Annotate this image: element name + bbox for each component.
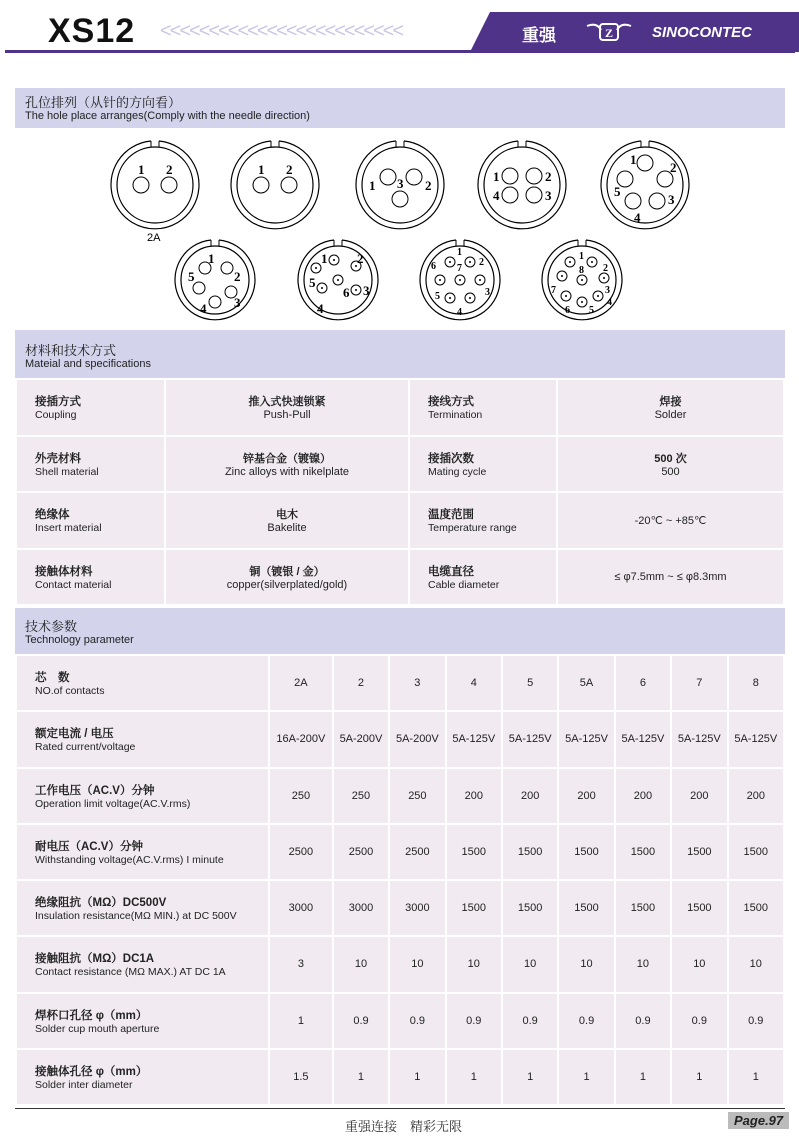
param-value: 1500 [502,880,558,936]
section-tech-header [15,608,785,654]
param-value: 3000 [333,880,389,936]
param-value: 1 [558,1049,614,1105]
pin-hole [209,296,221,308]
spec-value: ≤ φ7.5mm ~ ≤ φ8.3mm [557,549,784,606]
spec-label: 绝缘体 Insert material [16,492,165,549]
param-value: 10 [502,936,558,992]
param-value: 1500 [502,824,558,880]
pin-number: 6 [565,305,570,316]
param-value: 1500 [728,880,784,936]
spec-row [16,549,784,606]
header-rule [5,50,795,53]
pin-dot [315,267,317,269]
param-row [16,655,784,711]
pin-dot [581,279,583,281]
logo-icon [585,20,633,44]
pin-number: 2 [357,251,364,266]
pin-hole [526,168,542,184]
spec-row [16,436,784,493]
pin-number: 7 [551,285,556,296]
pin-hole [380,169,396,185]
param-value: 200 [671,768,727,824]
param-value: 5A-125V [728,711,784,767]
param-value: 10 [615,936,671,992]
param-value: 6 [615,655,671,711]
connector-diagram [231,141,319,229]
footer-rule [15,1108,785,1109]
pin-number: 2 [670,160,677,175]
param-label: 焊杯口孔径 φ（mm） Solder cup mouth aperture [16,993,269,1049]
spec-label: 接线方式 Termination [409,379,557,436]
param-value: 5A-200V [333,711,389,767]
param-label: 绝缘阻抗（MΩ）DC500V Insulation resistance(MΩ MIN.) at DC 500V [16,880,269,936]
connector-diagram [542,240,622,320]
param-label: 工作电压（AC.V）分钟 Operation limit voltage(AC.V.rms) [16,768,269,824]
param-value: 8 [728,655,784,711]
pin-number: 4 [200,301,207,316]
pin-number: 5 [435,291,440,302]
section-title-cn: 材料和技术方式 [25,343,117,358]
pin-dot [591,261,593,263]
param-row [16,824,784,880]
param-value: 0.9 [389,993,445,1049]
param-label: 芯 数 NO.of contacts [16,655,269,711]
spec-label: 接触体材料 Contact material [16,549,165,606]
pin-number: 1 [258,162,265,177]
connector-diagram [175,240,255,320]
pin-number: 2 [286,162,293,177]
pin-dot [565,295,567,297]
pin-dot [321,287,323,289]
param-value: 2500 [389,824,445,880]
pin-hole [253,177,269,193]
pin-hole [526,187,542,203]
param-value: 5A-125V [446,711,502,767]
pin-number: 2 [545,169,552,184]
pin-hole [649,193,665,209]
pin-number: 3 [485,287,490,298]
pin-number: 5 [614,184,621,199]
param-value: 3000 [269,880,333,936]
brand-name: SINOCONTEC [652,24,753,41]
pin-number: 5 [188,269,195,284]
pin-number: 3 [397,176,404,191]
spec-value: -20℃ ~ +85℃ [557,492,784,549]
pin-number: 7 [457,263,462,274]
pin-number: 1 [138,162,145,177]
pin-number: 4 [317,301,324,316]
connector-diagram [420,240,500,320]
param-value: 0.9 [558,993,614,1049]
param-value: 1500 [671,880,727,936]
pin-number: 2 [603,263,608,274]
pin-hole [502,168,518,184]
param-value: 5A-125V [558,711,614,767]
param-row [16,880,784,936]
param-row [16,1049,784,1105]
pin-number: 5 [309,275,316,290]
pin-hole [221,262,233,274]
pin-hole [625,193,641,209]
pin-hole [161,177,177,193]
pin-dot [333,259,335,261]
param-value: 10 [333,936,389,992]
diagram-caption: 2A [147,232,161,244]
param-value: 1500 [615,880,671,936]
page-number: Page.97 [728,1112,789,1129]
pin-number: 4 [634,210,641,225]
param-value: 5A-125V [615,711,671,767]
param-value: 1 [446,1049,502,1105]
param-value: 200 [728,768,784,824]
param-table [15,654,785,1106]
param-value: 10 [728,936,784,992]
connector-diagram [111,141,199,244]
section-title-cn: 孔位排列（从针的方向看） [25,95,182,110]
spec-label: 接插方式 Coupling [16,379,165,436]
param-value: 1 [269,993,333,1049]
param-row [16,936,784,992]
param-value: 1 [502,1049,558,1105]
pin-number: 3 [668,192,675,207]
connector-diagram [601,141,689,229]
param-value: 2500 [269,824,333,880]
pin-number: 6 [343,285,350,300]
param-value: 1500 [728,824,784,880]
pin-number: 4 [457,307,462,318]
param-value: 2A [269,655,333,711]
param-value: 1 [333,1049,389,1105]
param-value: 1 [389,1049,445,1105]
param-value: 5A-125V [671,711,727,767]
param-value: 200 [446,768,502,824]
param-value: 1500 [671,824,727,880]
pin-hole [193,282,205,294]
pin-number: 3 [363,283,370,298]
section-title-en: Technology parameter [25,634,134,646]
param-value: 5A-125V [502,711,558,767]
connector-diagram [478,141,566,229]
param-row [16,711,784,767]
section-hole-header [15,88,785,128]
connector-diagram [356,141,444,229]
section-title-en: The hole place arranges(Comply with the needle direction) [25,110,310,122]
model-title: XS12 [48,12,136,50]
param-value: 1500 [558,880,614,936]
pin-dot [469,261,471,263]
param-value: 4 [446,655,502,711]
param-label: 耐电压（AC.V）分钟 Withstanding voltage(AC.V.rms) I minute [16,824,269,880]
chevron-decoration: <<<<<<<<<<<<<<<<<<<<<<<<< [160,20,402,42]
pin-number: 8 [579,265,584,276]
section-title-en: Mateial and specifications [25,358,151,370]
param-value: 2500 [333,824,389,880]
pin-number: 5 [589,305,594,316]
pin-number: 1 [457,247,462,258]
param-value: 250 [333,768,389,824]
param-value: 1.5 [269,1049,333,1105]
param-value: 2 [333,655,389,711]
pin-dot [449,297,451,299]
pin-dot [561,275,563,277]
param-value: 7 [671,655,727,711]
footer-slogan: 重强连接 精彩无限 [345,1119,463,1134]
pin-hole [281,177,297,193]
pin-dot [459,279,461,281]
pin-dot [581,301,583,303]
param-value: 0.9 [446,993,502,1049]
pin-number: 3 [605,285,610,296]
param-label: 额定电流 / 电压 Rated current/voltage [16,711,269,767]
pin-number: 1 [208,251,215,266]
spec-value: 电木 Bakelite [165,492,409,549]
param-value: 5 [502,655,558,711]
pin-hole [637,155,653,171]
param-value: 1 [615,1049,671,1105]
pin-hole [502,187,518,203]
param-value: 1500 [558,824,614,880]
spec-row [16,379,784,436]
param-value: 0.9 [728,993,784,1049]
spec-label: 电缆直径 Cable diameter [409,549,557,606]
param-value: 0.9 [502,993,558,1049]
pin-number: 2 [234,269,241,284]
param-value: 3 [389,655,445,711]
spec-value: 锌基合金（镀镍） Zinc alloys with nikelplate [165,436,409,493]
param-value: 3000 [389,880,445,936]
section-title-cn: 技术参数 [25,619,78,634]
param-value: 5A-200V [389,711,445,767]
pin-number: 3 [545,188,552,203]
pin-number: 1 [321,251,328,266]
pin-number: 2 [166,162,173,177]
param-value: 200 [502,768,558,824]
pin-number: 1 [630,152,637,167]
param-value: 1500 [446,824,502,880]
pin-number: 1 [369,178,376,193]
pin-hole [392,191,408,207]
param-value: 200 [558,768,614,824]
spec-value: 推入式快速锁紧 Push-Pull [165,379,409,436]
spec-value: 500 次 500 [557,436,784,493]
spec-label: 外壳材料 Shell material [16,436,165,493]
spec-label: 温度范围 Temperature range [409,492,557,549]
pin-dot [469,297,471,299]
spec-value: 铜（镀银 / 金） copper(silverplated/gold) [165,549,409,606]
pin-number: 1 [579,251,584,262]
pin-number: 2 [479,257,484,268]
pin-hole [406,169,422,185]
param-value: 5A [558,655,614,711]
param-value: 10 [446,936,502,992]
pin-dot [569,261,571,263]
param-value: 1 [671,1049,727,1105]
pin-number: 4 [607,297,612,308]
pin-hole [133,177,149,193]
pin-dot [603,277,605,279]
connector-diagram [298,240,378,320]
param-value: 0.9 [615,993,671,1049]
param-value: 0.9 [333,993,389,1049]
param-value: 10 [558,936,614,992]
spec-table [15,378,785,606]
hole-diagrams [0,130,799,330]
brand-cn: 重强 [522,26,556,45]
param-value: 200 [615,768,671,824]
param-value: 1 [728,1049,784,1105]
pin-number: 1 [493,169,500,184]
pin-number: 3 [234,295,241,310]
pin-dot [439,279,441,281]
section-material-header [15,330,785,378]
param-value: 0.9 [671,993,727,1049]
param-label: 接触体孔径 φ（mm） Solder inter diameter [16,1049,269,1105]
param-label: 接触阻抗（MΩ）DC1A Contact resistance (MΩ MAX.) AT DC 1A [16,936,269,992]
spec-value: 焊接 Solder [557,379,784,436]
param-row [16,768,784,824]
pin-number: 6 [431,261,436,272]
pin-dot [449,261,451,263]
param-value: 250 [389,768,445,824]
param-value: 1500 [615,824,671,880]
pin-dot [337,279,339,281]
spec-label: 接插次数 Mating cycle [409,436,557,493]
param-value: 10 [389,936,445,992]
spec-row [16,492,784,549]
param-value: 16A-200V [269,711,333,767]
pin-number: 4 [493,188,500,203]
pin-dot [597,295,599,297]
pin-dot [479,279,481,281]
pin-dot [355,289,357,291]
param-value: 250 [269,768,333,824]
svg-text:Z: Z [605,26,614,40]
param-value: 3 [269,936,333,992]
pin-number: 2 [425,178,432,193]
param-value: 1500 [446,880,502,936]
param-value: 10 [671,936,727,992]
param-row [16,993,784,1049]
